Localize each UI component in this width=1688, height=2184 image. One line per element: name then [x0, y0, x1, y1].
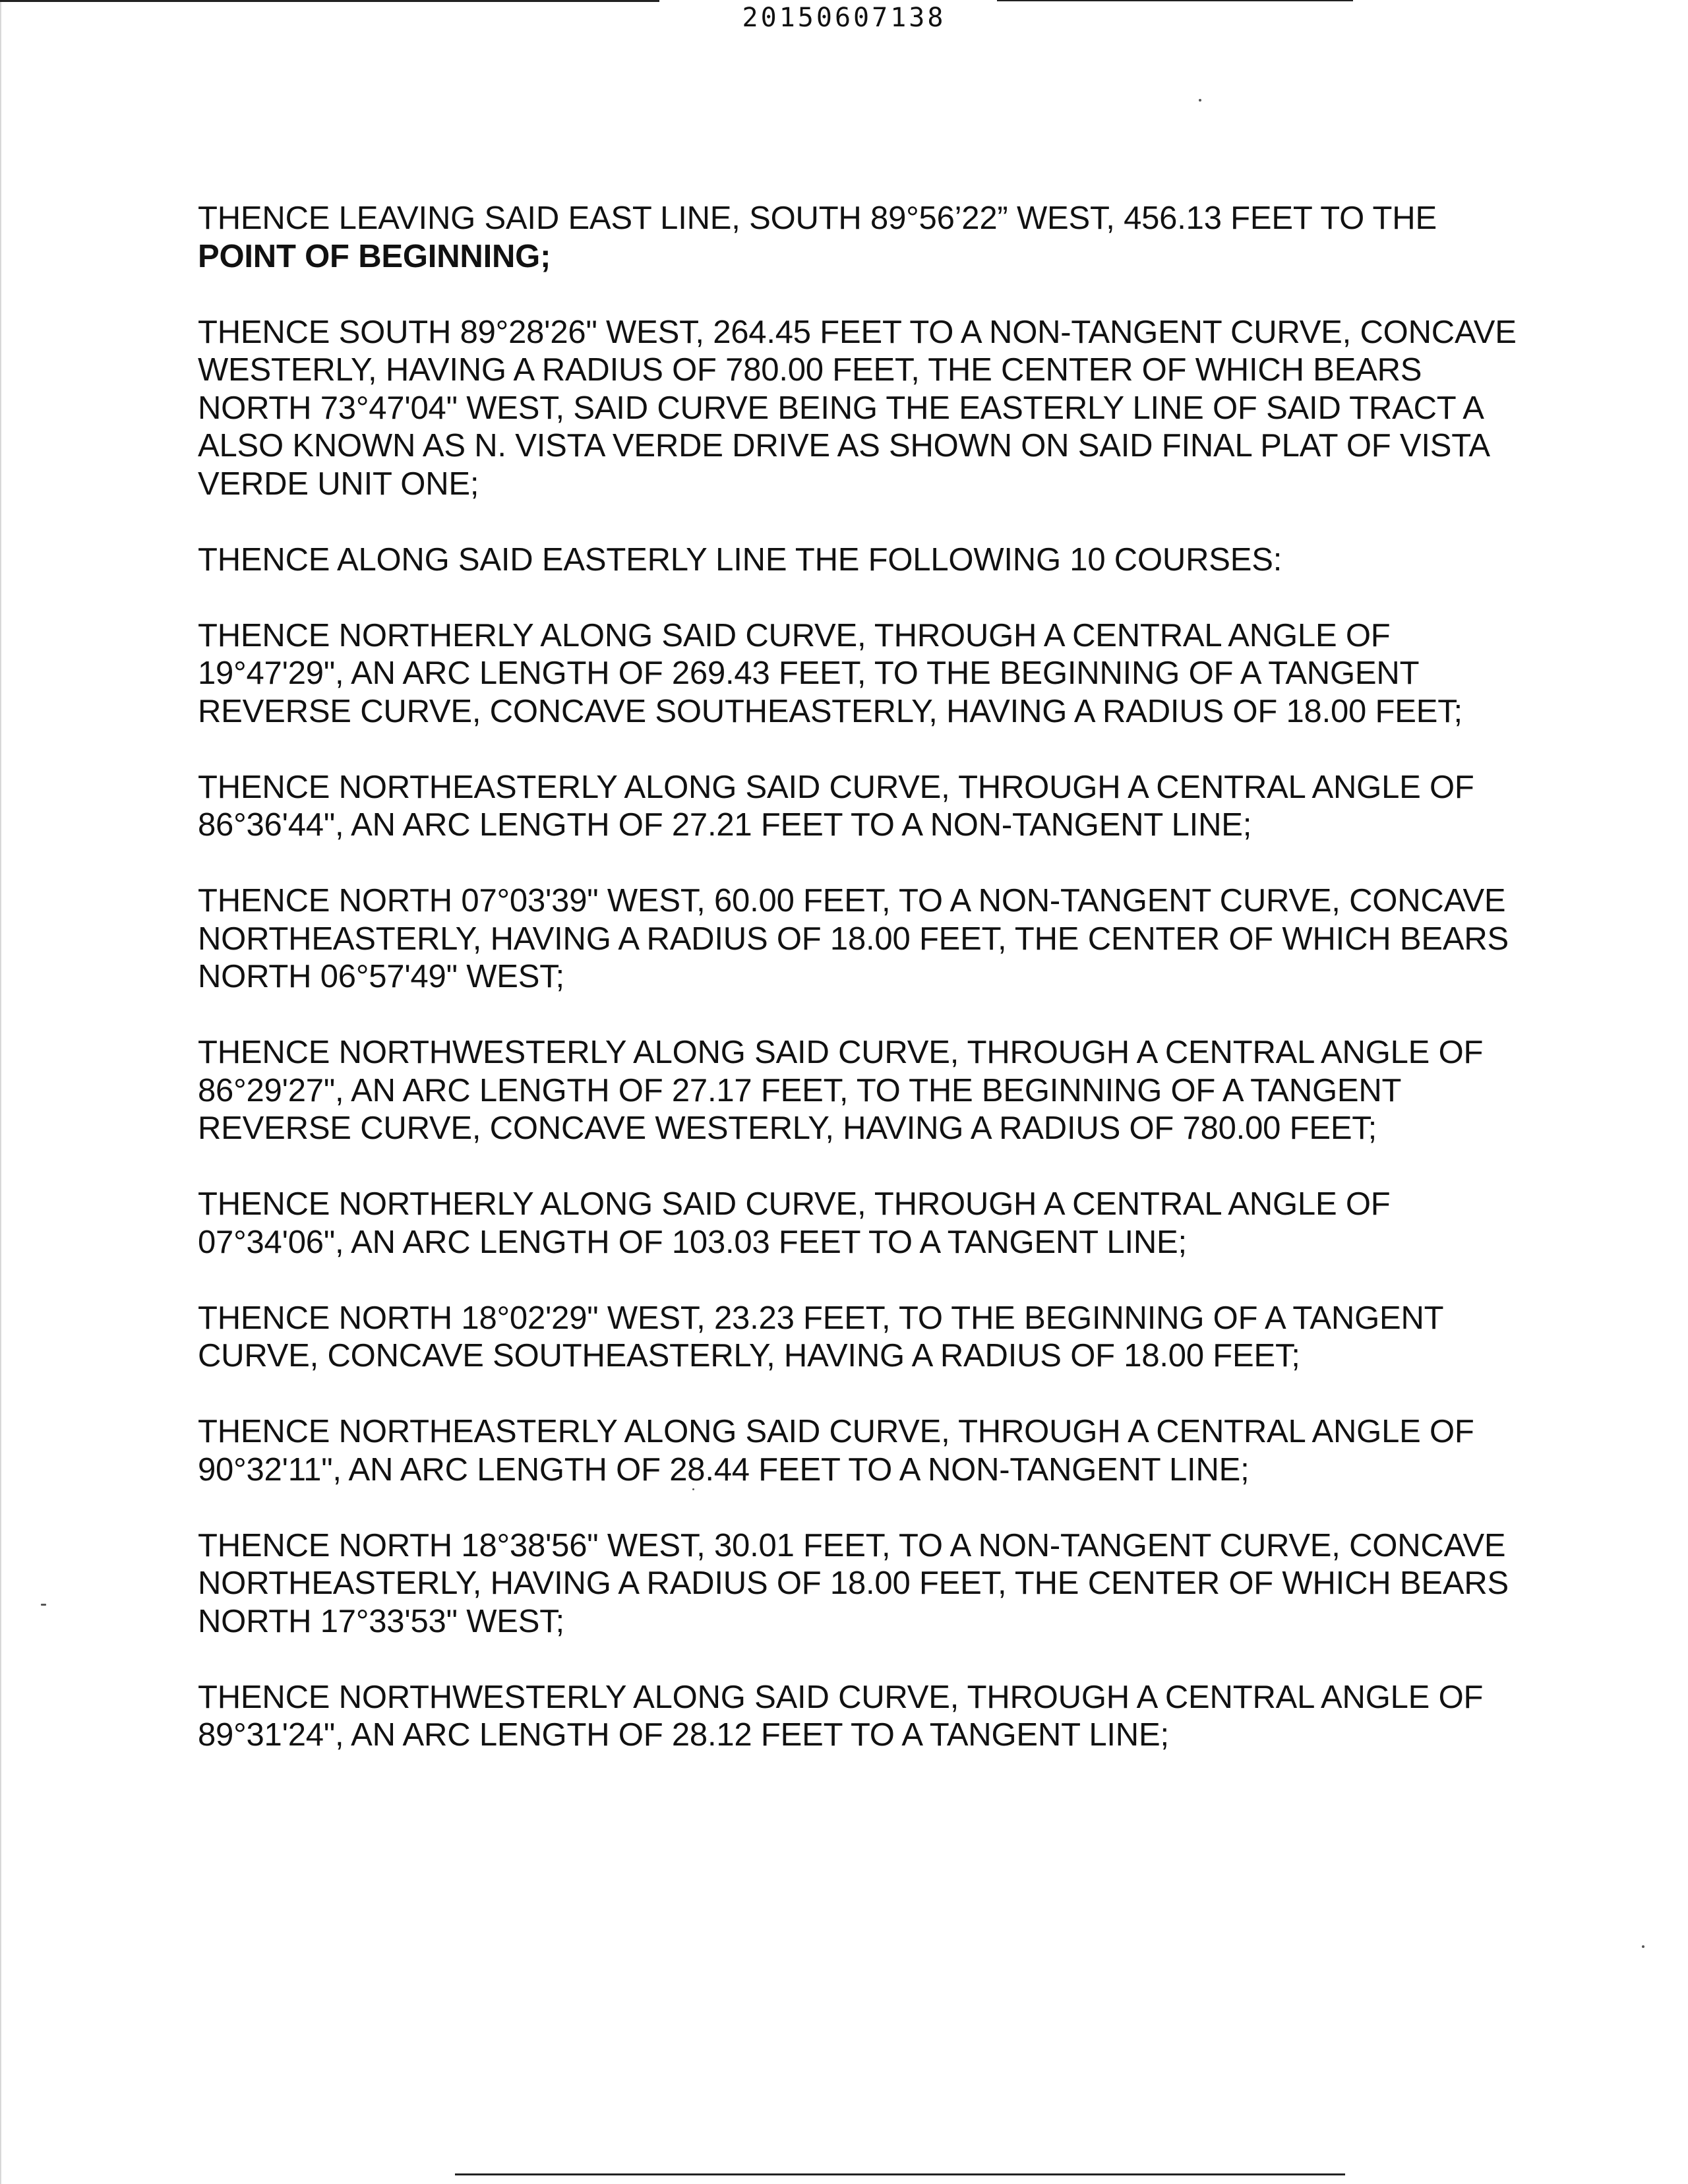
paragraph-course: THENCE NORTHERLY ALONG SAID CURVE, THROUGH A CENTRAL ANGLE OF 19°47'29", AN ARC LENGTH OF 269.43 FEET, TO THE BEGINNING OF A TANGENT REVERSE CURVE, CONCAVE SOUTHEASTERLY, HAVING A RADIUS OF 18.00 FEET;: [198, 617, 1462, 729]
bottom-rule: [455, 2173, 1345, 2175]
scan-speck: [692, 1488, 694, 1490]
paragraph-course: THENCE NORTHEASTERLY ALONG SAID CURVE, THROUGH A CENTRAL ANGLE OF 90°32'11", AN ARC LENGTH OF 28.44 FEET TO A NON-TANGENT LINE;: [198, 1414, 1474, 1488]
point-of-beginning-label: POINT OF BEGINNING;: [198, 238, 551, 274]
paragraph-course: THENCE NORTHEASTERLY ALONG SAID CURVE, THROUGH A CENTRAL ANGLE OF 86°36'44", AN ARC LENGTH OF 27.21 FEET TO A NON-TANGENT LINE;: [198, 769, 1474, 843]
top-rule-right: [997, 0, 1353, 1]
paragraph-point-of-beginning: [198, 200, 1517, 276]
scan-speck: [1199, 99, 1201, 102]
paragraph-course: THENCE ALONG SAID EASTERLY LINE THE FOLLOWING 10 COURSES:: [198, 541, 1282, 578]
paragraph-course: THENCE NORTH 18°38'56" WEST, 30.01 FEET, TO A NON-TANGENT CURVE, CONCAVE NORTHEASTERLY, HAVING A RADIUS OF 18.00 FEET, THE CENTER OF WHICH BEARS NORTH 17°33'53" WEST;: [198, 1527, 1509, 1639]
legal-description-body: [198, 200, 1517, 1792]
document-number: 20150607138: [742, 3, 946, 33]
scan-speck: [41, 1604, 46, 1606]
page-left-edge: [0, 0, 1, 2184]
paragraph-course: THENCE NORTHWESTERLY ALONG SAID CURVE, THROUGH A CENTRAL ANGLE OF 89°31'24", AN ARC LENGTH OF 28.12 FEET TO A TANGENT LINE;: [198, 1679, 1484, 1753]
paragraph-course: THENCE NORTHERLY ALONG SAID CURVE, THROUGH A CENTRAL ANGLE OF 07°34'06", AN ARC LENGTH OF 103.03 FEET TO A TANGENT LINE;: [198, 1186, 1391, 1260]
paragraph-course: THENCE NORTH 07°03'39" WEST, 60.00 FEET, TO A NON-TANGENT CURVE, CONCAVE NORTHEASTERLY, HAVING A RADIUS OF 18.00 FEET, THE CENTER OF WHICH BEARS NORTH 06°57'49" WEST;: [198, 883, 1509, 994]
paragraph-text: THENCE LEAVING SAID EAST LINE, SOUTH 89°56’22” WEST, 456.13 FEET TO THE: [198, 200, 1437, 236]
paragraph-course: THENCE SOUTH 89°28'26" WEST, 264.45 FEET TO A NON-TANGENT CURVE, CONCAVE WESTERLY, HAVING A RADIUS OF 780.00 FEET, THE CENTER OF WHICH BEARS NORTH 73°47'04" WEST, SAID CURVE BEING THE EASTERLY LINE OF SAID TRACT A ALSO KNOWN AS N. VISTA VERDE DRIVE AS SHOWN ON SAID FINAL PLAT OF VISTA VERDE UNIT ONE;: [198, 314, 1517, 502]
top-rule-left: [0, 0, 659, 2]
paragraph-course: THENCE NORTHWESTERLY ALONG SAID CURVE, THROUGH A CENTRAL ANGLE OF 86°29'27", AN ARC LENGTH OF 27.17 FEET, TO THE BEGINNING OF A TANGENT REVERSE CURVE, CONCAVE WESTERLY, HAVING A RADIUS OF 780.00 FEET;: [198, 1035, 1484, 1146]
scan-speck: [1642, 1945, 1644, 1948]
paragraph-course: THENCE NORTH 18°02'29" WEST, 23.23 FEET, TO THE BEGINNING OF A TANGENT CURVE, CONCAVE SOUTHEASTERLY, HAVING A RADIUS OF 18.00 FEET;: [198, 1300, 1443, 1374]
